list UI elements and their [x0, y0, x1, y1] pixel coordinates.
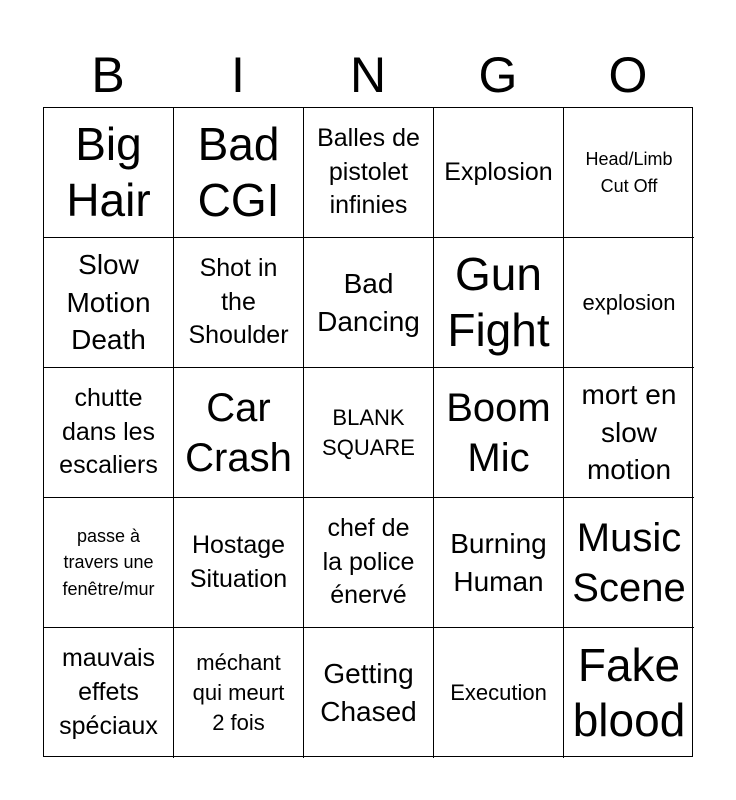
bingo-square[interactable] — [564, 628, 694, 758]
bingo-square[interactable] — [434, 368, 564, 498]
bingo-square-label: passe à travers une fenêtre/mur — [62, 526, 155, 599]
bingo-square[interactable] — [434, 498, 564, 628]
header-letter-i: I — [231, 47, 245, 103]
bingo-square[interactable] — [304, 498, 434, 628]
bingo-square-label: BLANK SQUARE — [322, 404, 415, 460]
bingo-square[interactable] — [174, 108, 304, 238]
bingo-square[interactable] — [304, 238, 434, 368]
bingo-square-label: explosion — [582, 289, 676, 315]
bingo-square[interactable] — [174, 238, 304, 368]
bingo-square-label: Gun Fight — [447, 248, 550, 356]
bingo-square-label: Head/Limb Cut Off — [585, 149, 673, 196]
bingo-square[interactable] — [174, 498, 304, 628]
bingo-square-label: Execution — [450, 680, 547, 706]
bingo-card-grid — [43, 107, 693, 757]
bingo-square[interactable] — [434, 238, 564, 368]
bingo-square[interactable] — [564, 108, 694, 238]
bingo-square-label: chutte dans les escaliers — [59, 383, 158, 480]
bingo-square[interactable] — [564, 368, 694, 498]
bingo-square-label: Boom Mic — [446, 385, 551, 480]
bingo-square[interactable] — [44, 628, 174, 758]
bingo-square[interactable] — [44, 238, 174, 368]
bingo-square[interactable] — [564, 498, 694, 628]
bingo-square-label: Car Crash — [185, 385, 292, 480]
bingo-square-label: Fake blood — [572, 638, 686, 746]
bingo-square[interactable] — [174, 628, 304, 758]
bingo-square-label: méchant qui meurt 2 fois — [192, 650, 285, 735]
bingo-square[interactable] — [564, 238, 694, 368]
header-letter-g: G — [478, 47, 518, 103]
bingo-square-label: Balles de pistolet infinies — [317, 123, 420, 220]
header-letter-n: N — [349, 47, 387, 103]
bingo-square-label: Music Scene — [572, 515, 686, 610]
bingo-square-label: Getting Chased — [320, 658, 417, 727]
bingo-square[interactable] — [304, 108, 434, 238]
bingo-square[interactable] — [434, 108, 564, 238]
bingo-square-label: chef de la police énervé — [322, 513, 415, 610]
bingo-square-label: Slow Motion Death — [66, 248, 151, 356]
bingo-square[interactable] — [174, 368, 304, 498]
bingo-square[interactable] — [304, 368, 434, 498]
bingo-header — [43, 42, 693, 108]
bingo-square-label: Explosion — [444, 157, 553, 186]
bingo-square[interactable] — [44, 368, 174, 498]
bingo-square[interactable] — [304, 628, 434, 758]
bingo-square-label: Bad Dancing — [317, 267, 420, 337]
bingo-square-label: Bad CGI — [197, 118, 280, 226]
bingo-square[interactable] — [44, 108, 174, 238]
header-letter-b: B — [91, 47, 125, 103]
bingo-square-label: Shot in the Shoulder — [188, 253, 289, 350]
bingo-square[interactable] — [44, 498, 174, 628]
bingo-square-label: Hostage Situation — [189, 530, 288, 593]
bingo-square-label: Big Hair — [66, 118, 151, 226]
bingo-square[interactable] — [434, 628, 564, 758]
bingo-square-label: Burning Human — [450, 527, 547, 597]
header-letter-o: O — [608, 47, 648, 103]
bingo-square-label: mort en slow motion — [581, 378, 677, 486]
bingo-square-label: mauvais effets spéciaux — [59, 644, 158, 740]
